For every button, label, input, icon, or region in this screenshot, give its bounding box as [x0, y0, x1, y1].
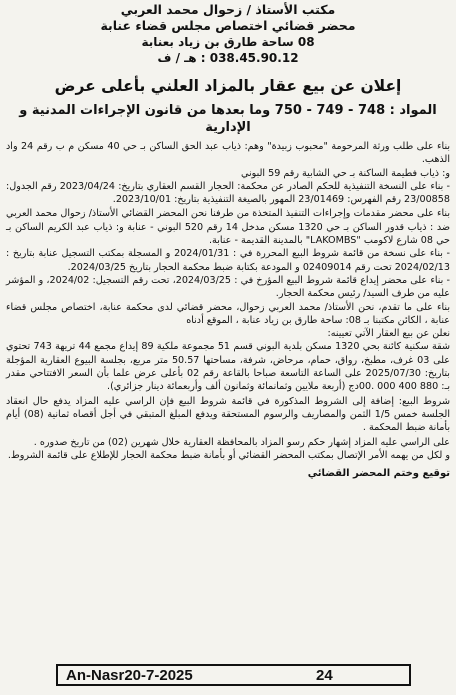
signature-line: توقيع وختم المحضر القضائي	[307, 468, 450, 480]
paragraph: شقة سكنية كائنة بحي 1320 مسكن بلدية البوني قسم 51 مجموعة ملكية 89 إيداع مجمع 44 تريهة 743 تحتوي على 03 غرف، مطبخ، رواق، حمام، مرحاض، شرفة، مساحتها 50.57 متر مربع، بجلسة البيوع العقارية المؤجلة بتاريخ: 2025/07/30 على الساعة التاسعة صباحا بالقاعة رقم 02 بأعلى عرض علما بأن السعر الافتتاحي مقدر بـ: 880 400 000 .00دج (أربعة ملايين وثمانمائة وثمانون ألف وأربعمائة دينار جزائري).	[6, 341, 450, 393]
paragraph: - بناء على النسخة التنفيذية للحكم الصادر عن محكمة: الحجار القسم العقاري بتاريخ: 2023/04/24 رقم الجدول: 23/00858 رقم الفهرس: 23/01469 المهور بالصيغة التنفيذية بتاريخ: 2023/10/01.	[6, 180, 450, 206]
announcement-title: إعلان عن بيع عقار بالمزاد العلني بأعلى عرض	[54, 77, 402, 95]
legal-articles: المواد : 748 - 749 - 750 وما بعدها من قانون الإجراءات المدنية و الإدارية	[19, 103, 437, 135]
office-name: مكتب الأستاذ / زحوال محمد العربي	[120, 2, 336, 17]
paragraph: و لكل من يهمه الأمر الإتصال بمكتب المحضر القضائي أو بأمانة ضبط محكمة الحجار للإطلاع على قائمة الشروط.	[7, 449, 450, 461]
office-phone: 038.45.90.12 : هـ / ف	[157, 51, 299, 65]
paragraph: شروط البيع: إضافة إلى الشروط المذكورة في قائمة شروط البيع فإن الراسي عليه المزاد يدفع حال انعقاد الجلسة خمس 1/5 الثمن والمصاريف والرسوم المستحقة ويدفع المبلغ المتبقي في أجل أقصاه ثمانية (08) أيام بأمانة ضبط المحكمة .	[6, 395, 451, 434]
announcement-body	[6, 140, 450, 462]
paragraph: نعلن عن بيع العقار الآتي تعيينه:	[327, 328, 450, 340]
bailiff-role: محضر قضائي اختصاص مجلس قضاء عنابة	[100, 18, 356, 33]
bailiff-header	[6, 2, 450, 66]
paragraph: - بناء على نسخة من قائمة شروط البيع المحررة في : 2024/01/31 و المسجلة بمكتب التسجيل عنابة بتاريخ : 2024/02/13 تحت رقم 02409014 و المودعة بكتابة ضبط محكمة الحجار بتاريخ 2024/03/25.	[6, 248, 450, 273]
newspaper-source: An-Nasr20-7-2025	[66, 667, 193, 684]
paragraph: بناء على محضر مقدمات وإجراءات التنفيذ المتخذة من طرفنا نحن المحضر القضائي الأستاذ/ زحوال محمد العربي ضد : ذياب قدور الساكن بـ حي 1320 مسكن مدخل 14 رقم 520 البوني - عنابة و: ذياب عبد الكريم الساكن بـ حي 08 شارع لاكومب "LAKOMBS" بالمدينة القديمة - عنابة.	[6, 208, 450, 247]
page-number: 24	[316, 667, 333, 684]
newspaper-footer	[0, 660, 456, 695]
office-address: 08 ساحة طارق بن زياد بعنابة	[141, 35, 315, 49]
paragraph: بناء على طلب ورثة المرحومة "محبوب زبيدة" وهم: ذياب عبد الحق الساكن بـ حي 40 مسكن م ب رقم 24 واد الذهب.	[6, 141, 451, 166]
paragraph: - بناء على محضر إيداع قائمة شروط البيع المؤرخ في : 2024/03/25، تحت رقم التسجيل: 2024/02، و المؤشر عليه من طرف السيد/ رئيس محكمة الحجار.	[6, 274, 450, 300]
footer-frame	[56, 664, 411, 686]
paragraph: بناء على ما تقدم، نحن الأستاذ/ محمد العربي زحوال، محضر قضائي لدى محكمة عنابة، اختصاص مجلس قضاء عنابة ، الكائن مكتبنا بـ 08: ساحة طارق بن زياد عنابة ، الموقع أدناه	[6, 301, 450, 326]
paragraph: على الراسي عليه المزاد إشهار حكم رسو المزاد بالمحافظة العقارية خلال شهرين (02) من تاريخ صدوره .	[33, 436, 450, 448]
paragraph: و: ذياب فطيمة الساكنة بـ حي الشابية رقم 59 البوني	[240, 167, 450, 179]
